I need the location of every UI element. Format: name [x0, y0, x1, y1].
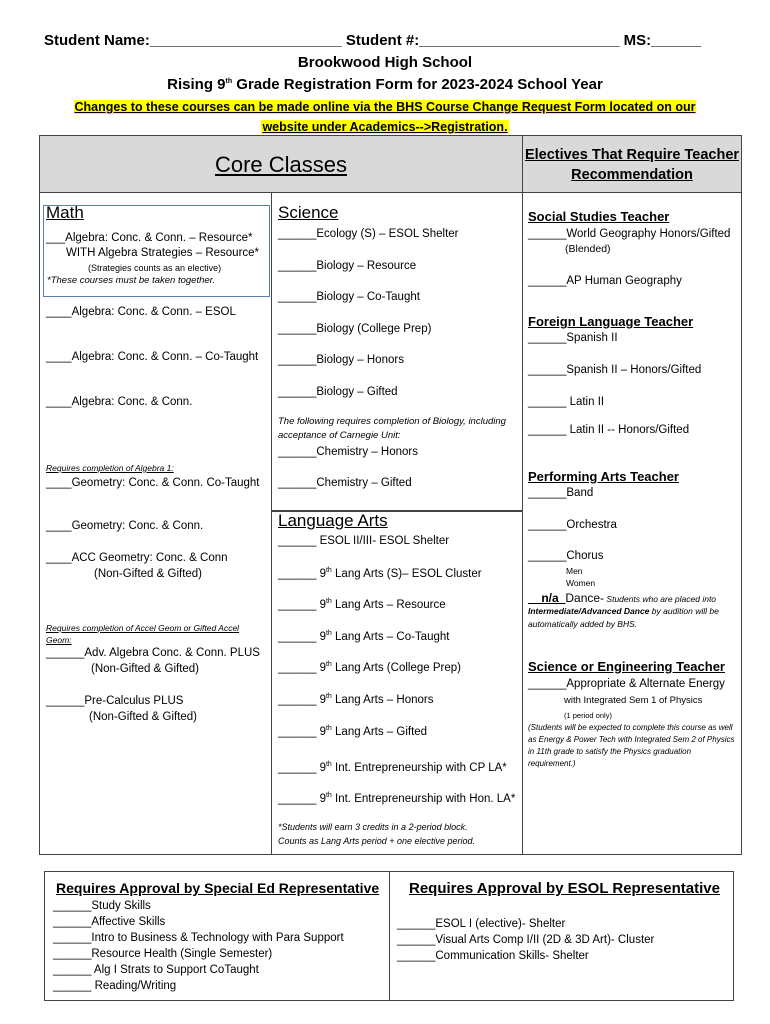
- notice-line-1: Changes to these courses can be made online via the BHS Course Change Request Form located on our: [74, 100, 696, 114]
- esol-item-esol-1[interactable]: ______ESOL I (elective)- Shelter: [397, 918, 566, 930]
- science-item-chem-honors[interactable]: ______Chemistry – Honors: [278, 446, 418, 458]
- elective-dance[interactable]: __n/a_Dance- Students who are placed into: [528, 591, 717, 605]
- la-item-honors[interactable]: ______ 9th Lang Arts – Honors: [278, 693, 434, 706]
- science-engineering-title: Science or Engineering Teacher: [528, 659, 725, 674]
- elective-latin-2[interactable]: ______ Latin II: [528, 396, 605, 408]
- science-chemistry-note: The following requires completion of Biology, including acceptance of Carnegie Unit:: [278, 416, 506, 441]
- science-item-biology-honors[interactable]: ______Biology – Honors: [278, 354, 404, 366]
- sped-item-alg-strats[interactable]: ______ Alg I Strats to Support CoTaught: [53, 964, 259, 976]
- la-item-cotaught[interactable]: ______ 9th Lang Arts – Co-Taught: [278, 630, 450, 643]
- science-item-biology-gifted[interactable]: ______Biology – Gifted: [278, 386, 398, 398]
- sped-item-reading-writing[interactable]: ______ Reading/Writing: [53, 980, 177, 992]
- math-req-algebra: Requires completion of Algebra 1:: [46, 463, 174, 473]
- math-item-algebra[interactable]: ____Algebra: Conc. & Conn.: [46, 396, 193, 408]
- performing-arts-title: Performing Arts Teacher: [528, 469, 679, 484]
- math-item-algebra-resource[interactable]: ___Algebra: Conc. & Conn. – Resource*: [46, 232, 253, 244]
- elective-band[interactable]: ______Band: [528, 487, 594, 499]
- elective-orchestra[interactable]: ______Orchestra: [528, 519, 617, 531]
- math-item-geometry-cotaught[interactable]: ____Geometry: Conc. & Conn. Co-Taught: [46, 477, 260, 489]
- approvals-divider: [389, 871, 390, 1001]
- foreign-language-title: Foreign Language Teacher: [528, 314, 694, 329]
- sped-item-affective-skills[interactable]: ______Affective Skills: [53, 916, 166, 928]
- sped-item-resource-health[interactable]: ______Resource Health (Single Semester): [53, 948, 273, 960]
- science-title: Science: [278, 203, 339, 222]
- elective-spanish-2-honors[interactable]: ______Spanish II – Honors/Gifted: [528, 364, 702, 376]
- math-item-algebra-strategies: WITH Algebra Strategies – Resource*: [66, 247, 260, 259]
- electives-title: Electives That Require Teacher Recommendation: [524, 147, 740, 183]
- elective-ap-human-geography[interactable]: ______AP Human Geography: [528, 275, 682, 287]
- esol-approval-title: Requires Approval by ESOL Representative: [409, 880, 720, 897]
- math-item-adv-algebra[interactable]: ______Adv. Algebra Conc. & Conn. PLUS: [46, 647, 260, 659]
- math-item-precalc[interactable]: ______Pre-Calculus PLUS: [46, 695, 184, 707]
- la-credit-note-2: Counts as Lang Arts period + one elective period.: [278, 836, 476, 846]
- la-item-resource[interactable]: ______ 9th Lang Arts – Resource: [278, 598, 446, 611]
- science-item-chem-gifted[interactable]: ______Chemistry – Gifted: [278, 477, 412, 489]
- school-name: Brookwood High School: [297, 54, 473, 71]
- notice-line-2: website under Academics-->Registration.: [262, 120, 508, 134]
- science-item-biology-resource[interactable]: ______Biology – Resource: [278, 260, 417, 272]
- elective-chorus[interactable]: ______Chorus: [528, 550, 604, 562]
- elective-latin-2-honors[interactable]: ______ Latin II -- Honors/Gifted: [528, 424, 690, 436]
- math-item-strategies-note: (Strategies counts as an elective): [88, 263, 222, 273]
- sped-item-intro-business[interactable]: ______Intro to Business & Technology with Para Support: [53, 932, 344, 944]
- elective-alternate-energy[interactable]: ______Appropriate & Alternate Energy: [528, 678, 725, 690]
- la-item-esol-cluster[interactable]: ______ 9th Lang Arts (S)– ESOL Cluster: [278, 567, 482, 580]
- science-item-biology-cp[interactable]: ______Biology (College Prep): [278, 323, 432, 335]
- sped-approval-title: Requires Approval by Special Ed Representative: [56, 880, 380, 896]
- la-item-entrepreneurship-hon[interactable]: ______ 9th Int. Entrepreneurship with Hon. LA*: [278, 792, 516, 805]
- math-req-accel-geom: Requires completion of Accel Geom or Gifted Accel Geom:: [46, 623, 240, 645]
- elective-world-geography-sub: (Blended): [565, 243, 611, 255]
- math-item-algebra-cotaught[interactable]: ____Algebra: Conc. & Conn. – Co-Taught: [46, 351, 259, 363]
- math-item-algebra-esol[interactable]: ____Algebra: Conc. & Conn. – ESOL: [46, 306, 236, 318]
- elective-world-geography[interactable]: ______World Geography Honors/Gifted: [528, 228, 731, 240]
- la-item-gifted[interactable]: ______ 9th Lang Arts – Gifted: [278, 725, 428, 738]
- sped-item-study-skills[interactable]: ______Study Skills: [53, 900, 151, 912]
- alternate-energy-physics: with Integrated Sem 1 of Physics: [564, 695, 703, 706]
- math-item-precalc-sub: (Non-Gifted & Gifted): [89, 711, 198, 723]
- alternate-energy-note: (Students will be expected to complete this course as well as Energy & Power Tech with Integrated Sem 2 of Physics in 11th grade to satisfy the Physics graduation requirement.): [528, 723, 735, 768]
- math-item-acc-geometry-sub: (Non-Gifted & Gifted): [94, 568, 203, 580]
- esol-item-communication[interactable]: ______Communication Skills- Shelter: [397, 950, 589, 962]
- dance-note-line-3: automatically added by BHS.: [528, 619, 638, 629]
- math-together-note: *These courses must be taken together.: [47, 275, 216, 286]
- la-item-esol[interactable]: ______ ESOL II/III- ESOL Shelter: [278, 535, 450, 547]
- math-item-geometry[interactable]: ____Geometry: Conc. & Conn.: [46, 520, 204, 532]
- math-item-acc-geometry[interactable]: ____ACC Geometry: Conc. & Conn: [46, 552, 228, 564]
- column-divider: [271, 192, 272, 855]
- la-credit-note-1: *Students will earn 3 credits in a 2-period block.: [278, 822, 468, 832]
- science-item-ecology[interactable]: ______Ecology (S) – ESOL Shelter: [278, 228, 459, 240]
- esol-item-visual-arts[interactable]: ______Visual Arts Comp I/II (2D & 3D Art)- Cluster: [397, 934, 655, 946]
- math-item-adv-algebra-sub: (Non-Gifted & Gifted): [91, 663, 200, 675]
- core-classes-title: Core Classes: [214, 152, 348, 177]
- chorus-men: Men: [566, 566, 583, 576]
- la-item-entrepreneurship-cp[interactable]: ______ 9th Int. Entrepreneurship with CP LA*: [278, 761, 507, 774]
- social-studies-title: Social Studies Teacher: [528, 209, 670, 224]
- form-title: Rising 9th Grade Registration Form for 2023-2024 School Year: [167, 76, 603, 93]
- dance-note-line-2: Intermediate/Advanced Dance by audition will be: [528, 606, 719, 616]
- chorus-women: Women: [566, 578, 596, 588]
- la-item-cp[interactable]: ______ 9th Lang Arts (College Prep): [278, 661, 461, 674]
- language-arts-title: Language Arts: [278, 511, 388, 530]
- alternate-energy-period: (1 period only): [564, 711, 612, 720]
- science-item-biology-cotaught[interactable]: ______Biology – Co-Taught: [278, 291, 420, 303]
- math-title: Math: [46, 203, 84, 222]
- student-info-line[interactable]: Student Name:_______________________ Student #:________________________ MS:______: [44, 32, 702, 49]
- elective-spanish-2[interactable]: ______Spanish II: [528, 332, 618, 344]
